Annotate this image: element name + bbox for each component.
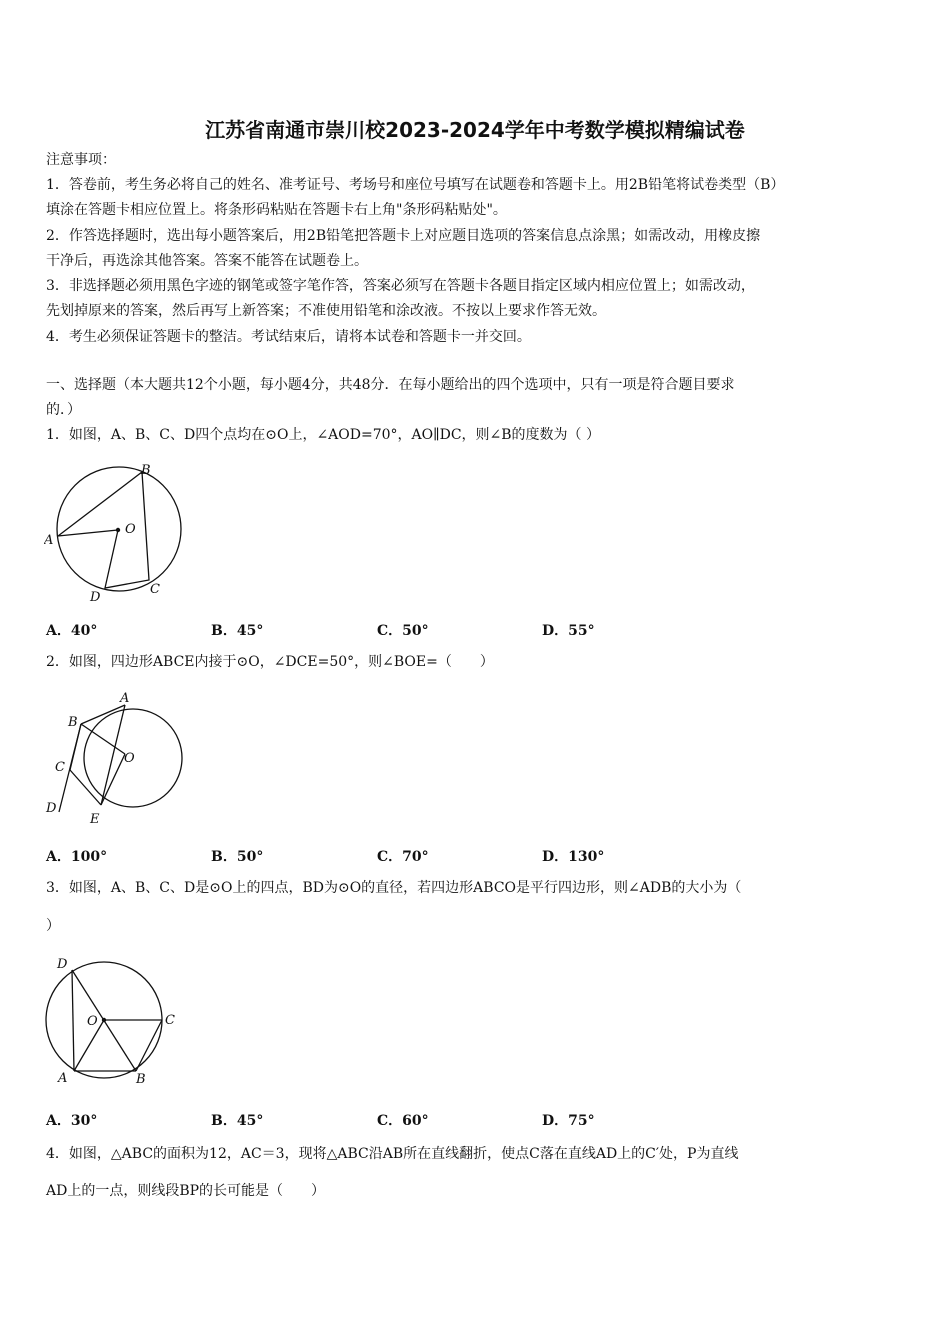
option-c: C．60° xyxy=(377,1113,429,1129)
label-d: D xyxy=(57,957,68,972)
segment-ae xyxy=(101,705,125,805)
segment-ce xyxy=(70,770,101,805)
label-c: C xyxy=(150,582,160,597)
center-point xyxy=(102,1018,106,1022)
label-e: E xyxy=(90,812,100,827)
page-title: 江苏省南通市崇川校2023-2024学年中考数学模拟精编试卷 xyxy=(205,118,745,142)
label-c: C xyxy=(165,1013,175,1028)
option-b: B．45° xyxy=(211,623,264,639)
segment-oe xyxy=(101,754,125,805)
section-heading: 一、选择题（本大题共12个小题，每小题4分，共48分．在每小题给出的四个选项中，只有一项是符合题目要求 xyxy=(46,377,735,393)
segment-bc xyxy=(136,1020,162,1071)
option-d: D．130° xyxy=(542,849,605,865)
notice-heading: 注意事项： xyxy=(46,152,116,168)
segment-ba xyxy=(81,705,125,724)
notice-line: 1．答卷前，考生务必将自己的姓名、准考证号、考场号和座位号填写在试题卷和答题卡上。用2B铅笔将试卷类型（B） xyxy=(46,177,785,193)
option-b: B．50° xyxy=(211,849,264,865)
section-heading-cont: 的．） xyxy=(46,402,81,418)
question-1-text: 1．如图，A、B、C、D四个点均在⊙O上，∠AOD=70°，AO∥DC，则∠B的度数为（ ） xyxy=(46,427,600,443)
segment-da xyxy=(72,970,74,1071)
question-2-text: 2．如图，四边形ABCE内接于⊙O，∠DCE=50°，则∠BOE=（ ） xyxy=(46,654,494,670)
question-4-text: 4．如图，△ABC的面积为12，AC＝3，现将△ABC沿AB所在直线翻折，使点C落在直线AD上的C′处，P为直线 xyxy=(46,1146,739,1162)
question-4-text-cont: AD上的一点，则线段BP的长可能是（ ） xyxy=(46,1183,326,1199)
label-c: C xyxy=(55,760,65,775)
notice-line: 3．非选择题必须用黑色字迹的钢笔或签字笔作答，答案必须写在答题卡各题目指定区域内相应位置上；如需改动， xyxy=(46,278,755,294)
label-o: O xyxy=(125,522,136,537)
label-d: D xyxy=(90,590,101,605)
question-1-figure xyxy=(44,460,189,605)
notice-line: 干净后，再选涂其他答案。答案不能答在试题卷上。 xyxy=(46,253,368,269)
label-a: A xyxy=(120,691,130,706)
label-a: A xyxy=(58,1071,68,1086)
option-a: A．30° xyxy=(46,1113,98,1129)
label-a: A xyxy=(44,533,54,548)
notice-line: 4．考生必须保证答题卡的整洁。考试结束后，请将本试卷和答题卡一并交回。 xyxy=(46,329,531,345)
option-a: A．40° xyxy=(46,623,98,639)
option-c: C．70° xyxy=(377,849,429,865)
notice-line: 先划掉原来的答案，然后再写上新答案；不准使用铅笔和涂改液。不按以上要求作答无效。 xyxy=(46,303,606,319)
notice-line: 填涂在答题卡相应位置上。将条形码粘贴在答题卡右上角"条形码粘贴处"。 xyxy=(46,202,507,218)
notice-line: 2．作答选择题时，选出每小题答案后，用2B铅笔把答题卡上对应题目选项的答案信息点涂黑；如需改动，用橡皮擦 xyxy=(46,228,761,244)
question-2-figure xyxy=(44,688,189,830)
option-d: D．55° xyxy=(542,623,595,639)
label-d: D xyxy=(46,801,57,816)
option-a: A．100° xyxy=(46,849,108,865)
label-o: O xyxy=(124,751,135,766)
option-d: D．75° xyxy=(542,1113,595,1129)
label-b: B xyxy=(68,715,78,730)
label-b: B xyxy=(141,463,151,478)
label-o: O xyxy=(87,1014,98,1029)
option-b: B．45° xyxy=(211,1113,264,1129)
question-3-text-cont: ） xyxy=(46,918,60,934)
center-point xyxy=(116,528,120,532)
question-3-figure xyxy=(44,952,189,1088)
label-b: B xyxy=(136,1072,146,1087)
option-c: C．50° xyxy=(377,623,429,639)
question-3-text: 3．如图，A、B、C、D是⊙O上的四点，BD为⊙O的直径，若四边形ABCO是平行四边形，则∠ADB的大小为（ xyxy=(46,880,742,896)
